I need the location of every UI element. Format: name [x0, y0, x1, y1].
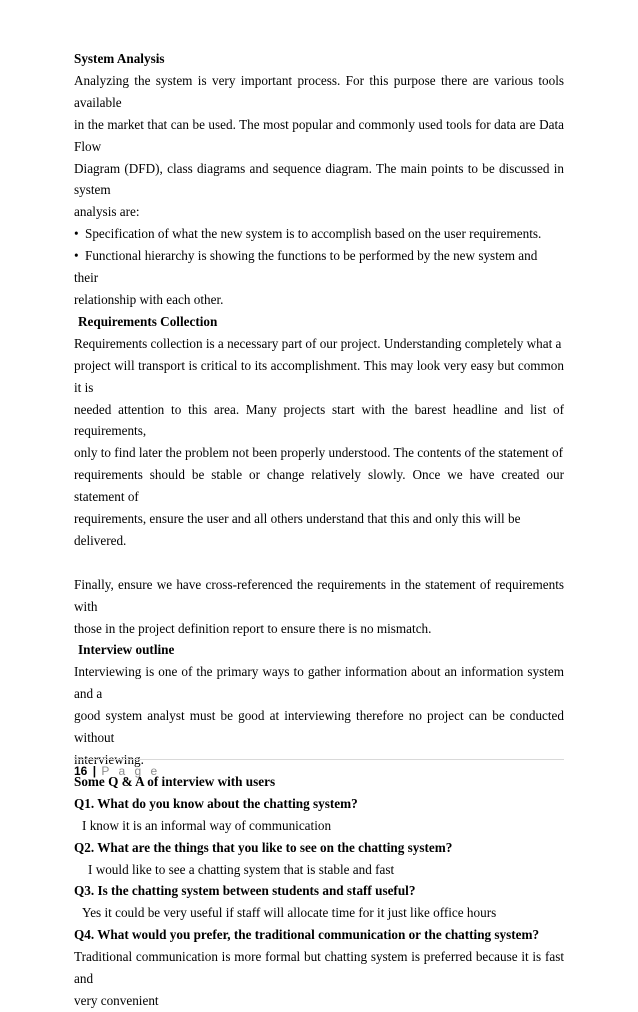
bullet-continuation: relationship with each other. [74, 291, 224, 307]
paragraph-line: requirements should be stable or change relatively slowly. Once we have created our statement of [74, 467, 564, 505]
section-heading-requirements: Requirements Collection [78, 313, 218, 329]
paragraph-line: analysis are: [74, 204, 140, 220]
qa-answer: very convenient [74, 992, 159, 1008]
qa-answer: Traditional communication is more formal but chatting system is preferred because it is fast and [74, 949, 564, 987]
paragraph-line: Requirements collection is a necessary part of our project. Understanding completely what a [74, 335, 562, 351]
page-number: 16 [74, 764, 88, 778]
qa-question: Q3. Is the chatting system between students and staff useful? [74, 883, 416, 899]
paragraph-line: only to find later the problem not been properly understood. The contents of the statement of [74, 445, 564, 461]
footer-divider [74, 759, 564, 760]
bullet-text: Functional hierarchy is showing the functions to be performed by the new system and their [74, 248, 538, 286]
bullet-text: Specification of what the new system is to accomplish based on the user requirements. [85, 226, 542, 242]
bullet-item [74, 245, 564, 289]
section-heading-system-analysis: System Analysis [74, 51, 165, 66]
paragraph-line: those in the project definition report to ensure there is no mismatch. [74, 620, 432, 636]
bullet-icon: • [74, 226, 79, 242]
page-footer [74, 763, 160, 779]
paragraph-line: Diagram (DFD), class diagrams and sequence diagram. The main points to be discussed in system [74, 160, 564, 198]
paragraph-line: requirements, ensure the user and all others understand that this and only this will be delivered. [74, 511, 521, 548]
bullet-item [74, 223, 564, 245]
page-content [74, 48, 564, 1012]
qa-question: Q4. What would you prefer, the traditional communication or the chatting system? [74, 927, 540, 943]
page-label: P a g e [101, 764, 161, 778]
section-heading-qa: Some Q & A of interview with users [74, 773, 276, 789]
paragraph-line: Interviewing is one of the primary ways to gather information about an information system and a [74, 664, 564, 702]
paragraph-gap [74, 552, 564, 574]
qa-question: Q1. What do you know about the chatting system? [74, 795, 358, 811]
qa-answer: I know it is an informal way of communication [82, 817, 332, 833]
paragraph-line: good system analyst must be good at interviewing therefore no project can be conducted without [74, 708, 564, 746]
bullet-icon: • [74, 248, 79, 264]
footer-separator: | [92, 764, 97, 778]
paragraph-line: interviewing. [74, 751, 144, 767]
qa-answer: Yes it could be very useful if staff will allocate time for it just like office hours [82, 905, 497, 921]
section-heading-interview: Interview outline [78, 642, 175, 658]
paragraph-line: Analyzing the system is very important process. For this purpose there are various tools available [74, 72, 564, 110]
paragraph-line: needed attention to this area. Many projects start with the barest headline and list of requirements, [74, 401, 564, 439]
paragraph-line: Finally, ensure we have cross-referenced the requirements in the statement of requirements with [74, 576, 564, 614]
paragraph-line: project will transport is critical to its accomplishment. This may look very easy but common it is [74, 357, 564, 395]
paragraph-line: in the market that can be used. The most popular and commonly used tools for data are Data Flow [74, 116, 564, 154]
qa-question: Q2. What are the things that you like to see on the chatting system? [74, 839, 453, 855]
qa-answer: I would like to see a chatting system that is stable and fast [88, 861, 395, 877]
